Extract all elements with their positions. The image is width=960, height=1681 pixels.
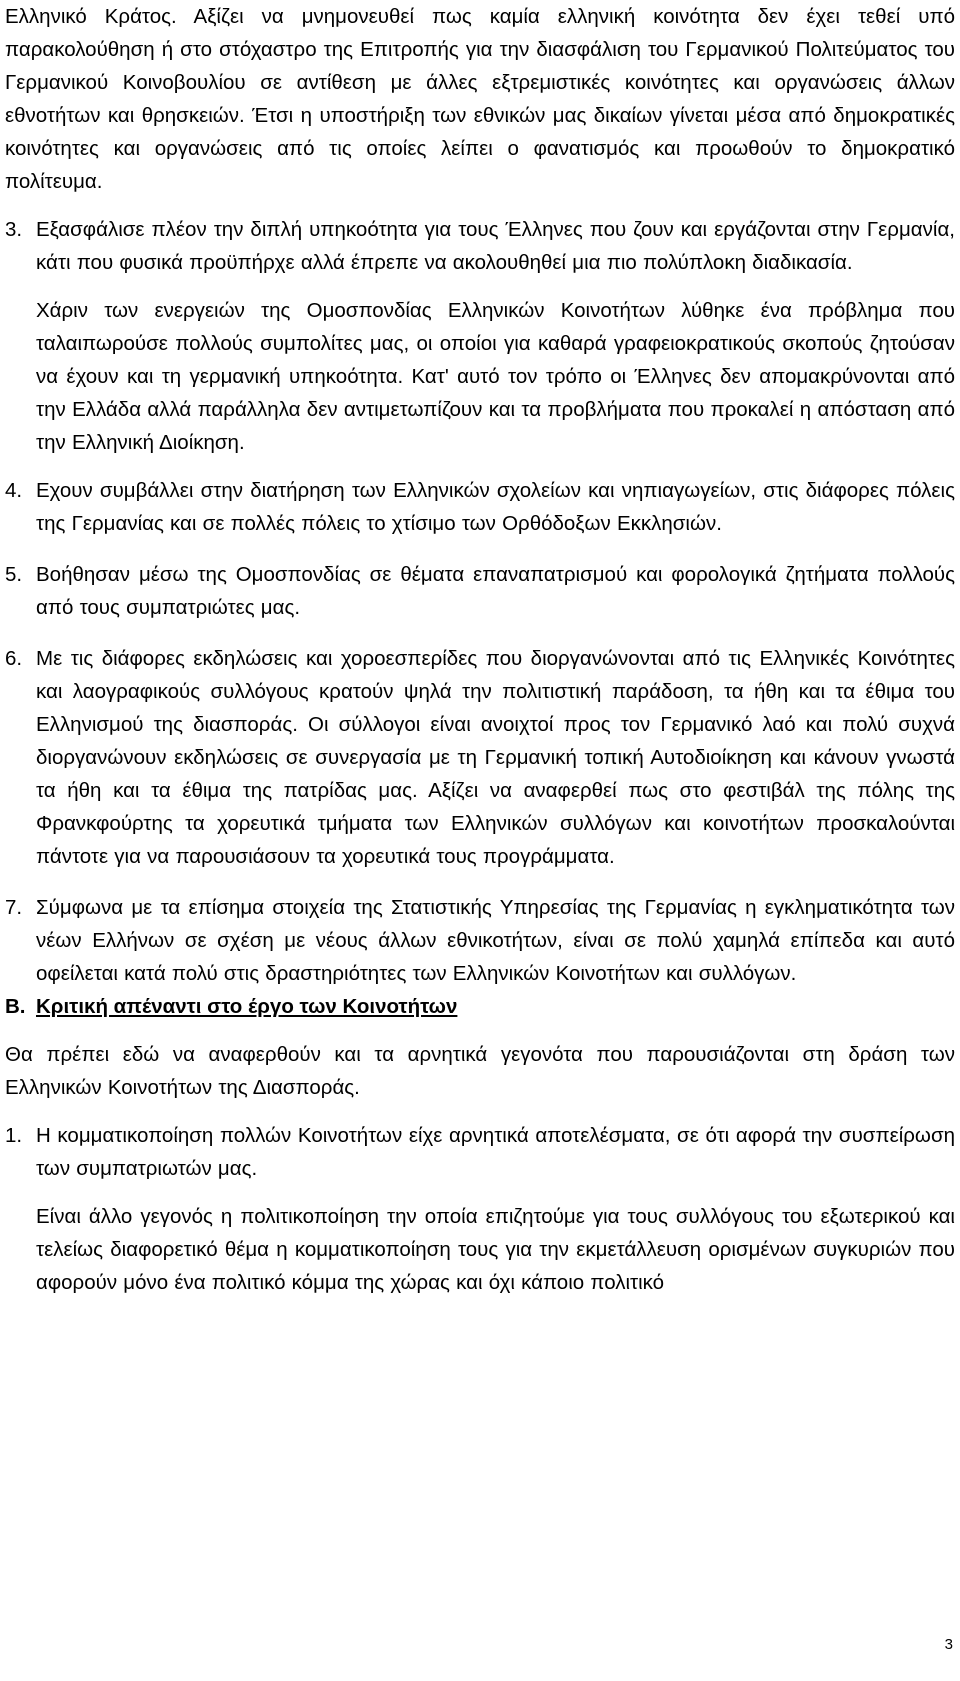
list-item-text: Με τις διάφορες εκδηλώσεις και χοροεσπερίδες που διοργανώνονται από τις Ελληνικές Κοινότητες και λαογραφικούς συλλόγους κρατούν ψηλά την πολιτιστική παράδοση, τα ήθη και τα έθιμα του Ελληνισμού της διασποράς. Οι σύλλογοι είναι ανοιχτοί προς τον Γερμανικό λαό και πολύ συχνά διοργανώνουν εκδηλώσεις σε συνεργασία με τη Γερμανική τοπική Αυτοδιοίκηση και κάνουν γνωστά τα ήθη και τα έθιμα της πατρίδας μας. Αξίζει να αναφερθεί πως στο φεστιβάλ της πόλης της Φρανκφούρτης τα χορευτικά τμήματα των Ελληνικών συλλόγων και κοινοτήτων προσκαλούνται πάντοτε για να παρουσιάσουν τα χορευτικά τους προγράμματα. xyxy=(36,647,955,868)
list-number: 7. xyxy=(5,896,23,919)
list-item-5 xyxy=(5,558,955,624)
paragraph-negative-intro: Θα πρέπει εδώ να αναφερθούν και τα αρνητικά γεγονότα που παρουσιάζονται στη δράση των Ελληνικών Κοινοτήτων της Διασποράς. xyxy=(5,1043,955,1099)
list-item-text: Βοήθησαν μέσω της Ομοσπονδίας σε θέματα επαναπατρισμού και φορολογικά ζητήματα πολλούς από τους συμπατριώτες μας. xyxy=(36,563,955,619)
section-heading-b xyxy=(5,990,955,1023)
list-item-text: Εξασφάλισε πλέον την διπλή υπηκοότητα για τους Έλληνες που ζουν και εργάζονται στην Γερμανία, κάτι που φυσικά προϋπήρχε αλλά έπρεπε να ακολουθηθεί μια πιο πολύπλοκη διαδικασία. xyxy=(36,218,955,274)
list-item-text: Η κομματικοποίηση πολλών Κοινοτήτων είχε αρνητικά αποτελέσματα, σε ότι αφορά την συσπείρωση των συμπατριωτών μας. xyxy=(36,1124,955,1180)
section-label: B. xyxy=(5,995,26,1018)
list-number: 3. xyxy=(5,218,23,241)
paragraph-politicization: Είναι άλλο γεγονός η πολιτικοποίηση την οποία επιζητούμε για τους συλλόγους του εξωτερικού και τελείως διαφορετικό θέμα η κομματικοποίηση τους για την εκμετάλλευση ορισμένων συγκυριών που αφορούν μόνο ένα πολιτικό κόμμα της χώρας και όχι κάποιο πολιτικό xyxy=(36,1205,955,1294)
page-number: 3 xyxy=(944,1636,953,1653)
section-title: Κριτική απέναντι στο έργο των Κοινοτήτων xyxy=(36,995,458,1018)
list-item-b1 xyxy=(5,1119,955,1185)
paragraph-continuation: Ελληνικό Κράτος. Αξίζει να μνημονευθεί πως καμία ελληνική κοινότητα δεν έχει τεθεί υπό παρακολούθηση ή στο στόχαστρο της Επιτροπής για την διασφάλιση του Γερμανικού Πολιτεύματος του Γερμανικού Κοινοβουλίου σε αντίθεση με άλλες εξτρεμιστικές κοινότητες και οργανώσεις άλλων εθνοτήτων και θρησκειών. Έτσι η υποστήριξη των εθνικών μας δικαίων γίνεται μέσα από δημοκρατικές κοινότητες και οργανώσεις από τις οποίες λείπει ο φανατισμός και προωθούν το δημοκρατικό πολίτευμα. xyxy=(5,5,955,193)
list-number: 4. xyxy=(5,479,23,502)
list-item-3 xyxy=(5,213,955,279)
list-item-4 xyxy=(5,474,955,540)
list-item-7 xyxy=(5,891,955,990)
list-item-text: Σύμφωνα με τα επίσημα στοιχεία της Στατιστικής Υπηρεσίας της Γερμανίας η εγκληματικότητα των νέων Ελλήνων σε σχέση με νέους άλλων εθνικοτήτων, είναι σε πολύ χαμηλά επίπεδα και αυτό οφείλεται κατά πολύ στις δραστηριότητες των Ελληνικών Κοινοτήτων και συλλόγων. xyxy=(36,896,955,985)
list-number: 6. xyxy=(5,647,23,670)
list-number: 5. xyxy=(5,563,23,586)
list-item-text: Εχουν συμβάλλει στην διατήρηση των Ελληνικών σχολείων και νηπιαγωγείων, στις διάφορες πόλεις της Γερμανίας και σε πολλές πόλεις το χτίσιμο των Ορθόδοξων Εκκλησιών. xyxy=(36,479,955,535)
list-number: 1. xyxy=(5,1124,23,1147)
paragraph-dual-citizenship: Χάριν των ενεργειών της Ομοσπονδίας Ελληνικών Κοινοτήτων λύθηκε ένα πρόβλημα που ταλαιπωρούσε πολλούς συμπολίτες μας, οι οποίοι για καθαρά γραφειοκρατικούς σκοπούς ζητούσαν να έχουν και τη γερμανική υπηκοότητα. Κατ' αυτό τον τρόπο οι Έλληνες δεν απομακρύνονται από την Ελλάδα αλλά παράλληλα δεν αντιμετωπίζουν και τα προβλήματα που προκαλεί η απόσταση από την Ελληνική Διοίκηση. xyxy=(36,299,955,454)
list-item-6 xyxy=(5,642,955,873)
